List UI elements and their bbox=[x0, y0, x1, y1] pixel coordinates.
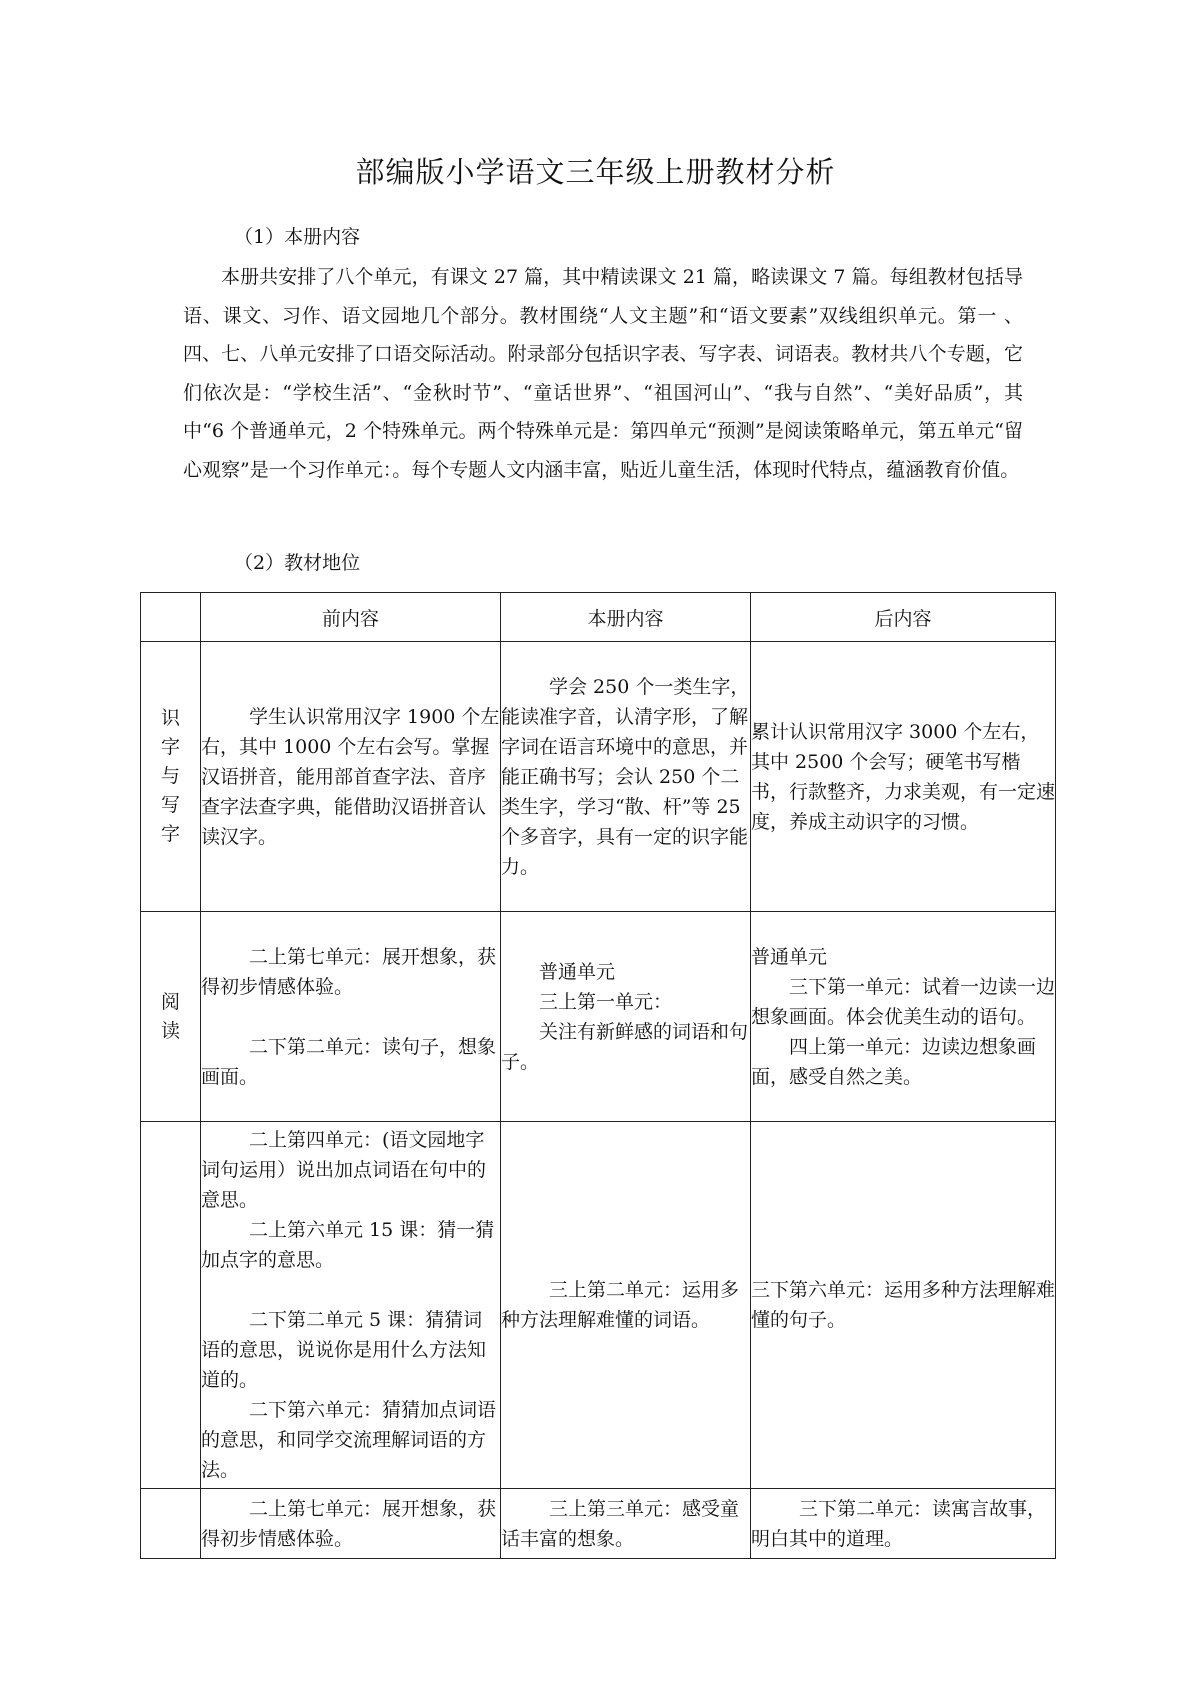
cell-imagination-current: 三上第三单元：感受童话丰富的想象。 bbox=[501, 1489, 751, 1559]
category-blank-2 bbox=[141, 1489, 201, 1559]
cell-reading-before: 二上第七单元：展开想象，获得初步情感体验。 二下第二单元：读句子，想象画面。 bbox=[201, 912, 501, 1122]
table-row-imagination bbox=[141, 1489, 1056, 1559]
cell-vocabulary-current: 三上第二单元：运用多种方法理解难懂的词语。 bbox=[501, 1122, 751, 1489]
table-row-literacy bbox=[141, 642, 1056, 912]
category-blank-1 bbox=[141, 1122, 201, 1489]
header-after: 后内容 bbox=[751, 593, 1056, 642]
header-corner bbox=[141, 593, 201, 642]
content-paragraph-text: 本册共安排了八个单元，有课文 27 篇，其中精读课文 21 篇，略读课文 7 篇。每组教材包括导语、课文、习作、语文园地几个部分。教材围绕“人文主题”和“语文要素”双线组织单元。第一 、四、七、八单元安排了口语交际活动。附录部分包括识字表、写字表、词语表。教材共八个专题，它们依次是：“学校生活”、“金秋时节”、“童话世界”、“祖国河山”、“我与自然”、“美好品质”，其中“6 个普通单元，2 个特殊单元。两个特殊单元是：第四单元“预测”是阅读策略单元，第五单元“留心观察”是一个习作单元：。每个专题人文内涵丰富，贴近儿童生活，体现时代特点，蕴涵教育价值。 bbox=[183, 266, 1023, 481]
section-heading-position: （2）教材地位 bbox=[234, 552, 361, 574]
table-row-reading bbox=[141, 912, 1056, 1122]
cell-imagination-before: 二上第七单元：展开想象，获得初步情感体验。 bbox=[201, 1489, 501, 1559]
table-row-vocabulary bbox=[141, 1122, 1056, 1489]
document-title: 部编版小学语文三年级上册教材分析 bbox=[355, 155, 836, 189]
position-table bbox=[140, 592, 1056, 1559]
category-reading: 阅 读 bbox=[141, 912, 201, 1122]
cell-literacy-current: 学会 250 个一类生字，能读准字音，认清字形，了解字词在语言环境中的意思，并能正确书写；会认 250 个二类生字，学习“散、杆”等 25 个多音字，具有一定的识字能力。 bbox=[501, 642, 751, 912]
header-before: 前内容 bbox=[201, 593, 501, 642]
content-paragraph bbox=[183, 258, 1023, 489]
cell-imagination-after: 三下第二单元：读寓言故事，明白其中的道理。 bbox=[751, 1489, 1056, 1559]
cell-vocabulary-after: 三下第六单元：运用多种方法理解难懂的句子。 bbox=[751, 1122, 1056, 1489]
cell-vocabulary-before: 二上第四单元：(语文园地字词句运用）说出加点词语在句中的意思。 二上第六单元 15 课：猜一猜加点字的意思。 二下第二单元 5 课：猜猜词语的意思，说说你是用什么方法知道的。 二下第六单元：猜猜加点词语的意思，和同学交流理解词语的方法。 bbox=[201, 1122, 501, 1489]
header-current: 本册内容 bbox=[501, 593, 751, 642]
cell-literacy-after: 累计认识常用汉字 3000 个左右，其中 2500 个会写；硬笔书写楷书，行款整齐，力求美观，有一定速度，养成主动识字的习惯。 bbox=[751, 642, 1056, 912]
cell-literacy-before: 学生认识常用汉字 1900 个左右，其中 1000 个左右会写。掌握汉语拼音，能用部首查字法、音序查字法查字典，能借助汉语拼音认读汉字。 bbox=[201, 642, 501, 912]
cell-reading-after: 普通单元 三下第一单元：试着一边读一边想象画面。体会优美生动的语句。 四上第一单元：边读边想象画面，感受自然之美。 bbox=[751, 912, 1056, 1122]
section-heading-content: （1）本册内容 bbox=[234, 226, 361, 248]
table-header-row bbox=[141, 593, 1056, 642]
category-literacy: 识 字 与 写 字 bbox=[141, 642, 201, 912]
cell-reading-current: 普通单元 三上第一单元： 关注有新鲜感的词语和句子。 bbox=[501, 912, 751, 1122]
